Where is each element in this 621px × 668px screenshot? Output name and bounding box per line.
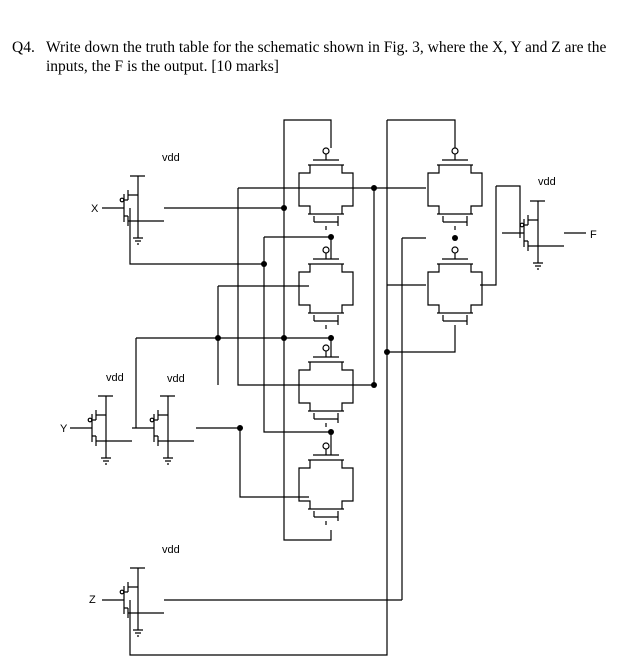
vdd-label-y-inverter-1: vdd [106, 372, 124, 384]
transmission-gate-l2 [299, 247, 353, 329]
transmission-gate-r1 [428, 148, 482, 230]
question-text: Write down the truth table for the schematic shown in Fig. 3, where the X, Y and Z are the inputs, the F is the output. [10 marks] [46, 39, 607, 75]
transmission-gate-r2 [428, 247, 482, 329]
inverter-y-1 [70, 396, 132, 464]
input-z-label: Z [89, 594, 96, 606]
inverter-output [502, 201, 564, 269]
wiring [130, 120, 586, 655]
output-f-label: F [590, 229, 597, 241]
vdd-label-x-inverter: vdd [162, 152, 180, 164]
transmission-gate-l4 [299, 443, 353, 525]
vdd-label-z-inverter: vdd [162, 544, 180, 556]
input-y-label: Y [60, 423, 68, 435]
vdd-label-y-inverter-2: vdd [167, 373, 185, 385]
question-number: Q4. [12, 39, 35, 56]
inverter-y-2 [132, 396, 194, 464]
inverter-z [102, 568, 164, 636]
inverter-x [102, 176, 164, 244]
input-x-label: X [91, 203, 99, 215]
vdd-label-output-inverter: vdd [538, 176, 556, 188]
transmission-gate-l1 [299, 148, 353, 230]
transmission-gate-l3 [299, 345, 353, 427]
